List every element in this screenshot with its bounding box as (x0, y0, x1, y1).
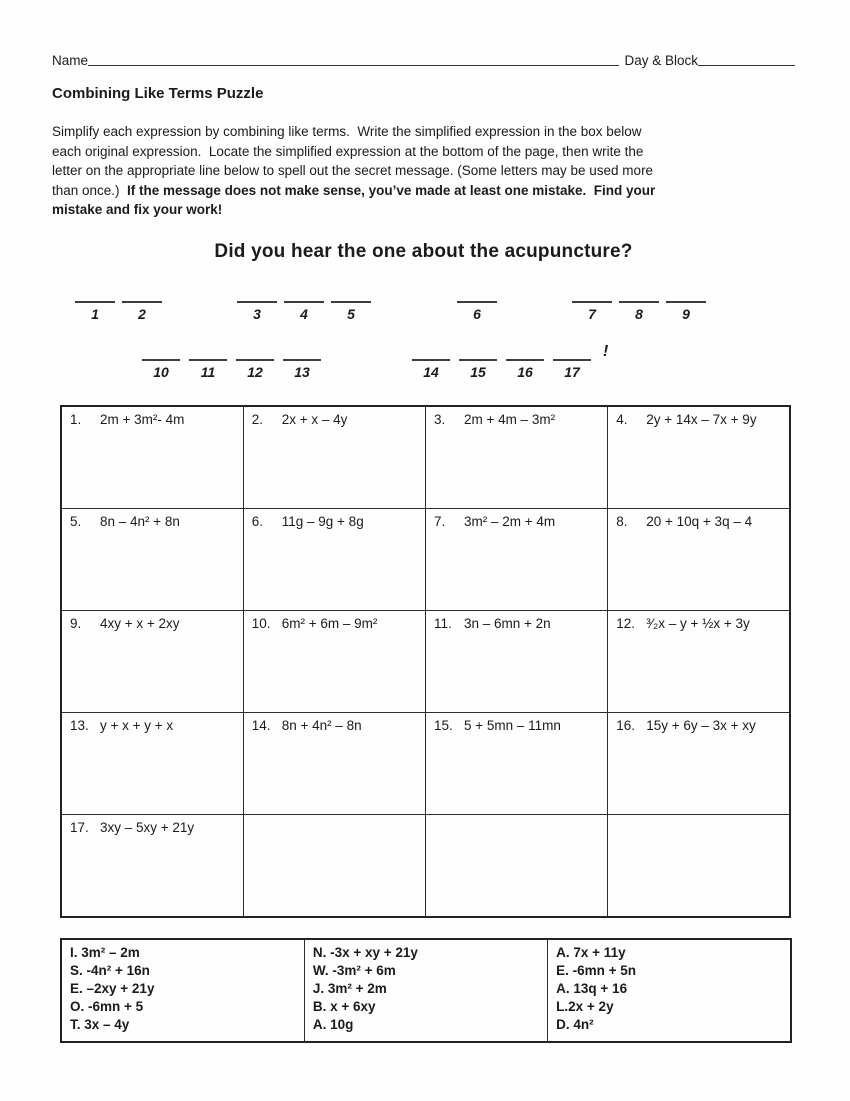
item-number: 14. (251, 717, 271, 733)
item-number: 10. (251, 615, 271, 631)
key-column-1 (61, 939, 304, 1042)
puzzle-row (61, 508, 790, 610)
header-line (52, 50, 795, 68)
day-block-blank-line (698, 53, 795, 66)
instructions (52, 122, 795, 220)
blank-number: 13 (294, 363, 310, 380)
puzzle-table (60, 405, 791, 918)
puzzle-cell-7 (426, 508, 608, 610)
item-number: 9. (70, 615, 82, 631)
answer-blank-9 (666, 301, 706, 322)
puzzle-cell-empty (426, 814, 608, 917)
item-expression: y + x + y + x (100, 717, 174, 733)
key-entry: A. 13q + 16 (556, 980, 628, 996)
item-expression: 5 + 5mn – 11mn (464, 717, 561, 733)
blank-number: 4 (300, 305, 308, 322)
day-block-label: Day & Block (624, 53, 698, 68)
blank-number: 1 (91, 305, 99, 322)
blank-number: 12 (247, 363, 263, 380)
item-expression: 2y + 14x – 7x + 9y (646, 411, 757, 427)
blank-line (412, 359, 450, 361)
answer-blank-16 (506, 359, 544, 380)
name-blank-line (88, 53, 619, 66)
exclamation-mark: ! (603, 342, 609, 360)
instructions-normal-part: than once.) (52, 182, 124, 198)
item-number: 8. (616, 513, 628, 529)
puzzle-row (61, 610, 790, 712)
answer-blank-3 (237, 301, 277, 322)
instructions-line: Simplify each expression by combining like terms. Write the simplified expression in the box below (52, 124, 642, 139)
answer-blank-17 (553, 359, 591, 380)
key-entry: J. 3m² + 2m (312, 980, 387, 996)
key-entry: W. -3m² + 6m (312, 962, 396, 978)
puzzle-cell-3 (426, 406, 608, 509)
item-expression: 8n – 4n² + 8n (100, 513, 180, 529)
instructions-line (52, 181, 795, 201)
instructions-line: mistake and fix your work! (52, 202, 223, 217)
puzzle-cell-6 (243, 508, 425, 610)
item-number: 1. (70, 411, 82, 427)
key-entry: E. –2xy + 21y (70, 980, 155, 996)
blank-number: 8 (635, 305, 643, 322)
puzzle-row (61, 712, 790, 814)
puzzle-cell-13 (61, 712, 243, 814)
item-expression: 2x + x – 4y (281, 411, 348, 427)
item-expression: ³⁄₂x – y + ½x + 3y (646, 615, 750, 631)
blank-line (236, 359, 274, 361)
key-entry: B. x + 6xy (312, 999, 376, 1015)
blank-group (412, 359, 591, 380)
puzzle-cell-10 (243, 610, 425, 712)
worksheet-title: Combining Like Terms Puzzle (52, 85, 264, 102)
blank-number: 2 (138, 305, 146, 322)
puzzle-cell-17 (61, 814, 243, 917)
blank-line (284, 301, 324, 303)
blank-number: 6 (473, 305, 481, 322)
item-number: 5. (70, 513, 82, 529)
answer-blank-7 (572, 301, 612, 322)
item-number: 4. (616, 411, 628, 427)
answer-blank-6 (457, 301, 497, 322)
item-number: 17. (70, 819, 89, 835)
riddle-heading: Did you hear the one about the acupuncture? (214, 240, 633, 262)
blank-group (75, 301, 162, 322)
answer-blank-15 (459, 359, 497, 380)
puzzle-cell-2 (243, 406, 425, 509)
blank-line (122, 301, 162, 303)
item-expression: 6m² + 6m – 9m² (281, 615, 378, 631)
puzzle-cell-4 (608, 406, 790, 509)
puzzle-cell-5 (61, 508, 243, 610)
key-entry: A. 10g (312, 1017, 354, 1033)
answer-blank-11 (189, 359, 227, 380)
blank-group (457, 301, 497, 322)
blank-number: 11 (200, 363, 216, 380)
blank-line (75, 301, 115, 303)
blank-number: 14 (423, 363, 439, 380)
blank-number: 16 (517, 363, 533, 380)
blank-line (666, 301, 706, 303)
item-number: 3. (434, 411, 446, 427)
answer-blank-8 (619, 301, 659, 322)
key-entry: I. 3m² – 2m (70, 944, 140, 960)
instructions-line: each original expression. Locate the simplified expression at the bottom of the page, then write the (52, 143, 644, 159)
puzzle-cell-empty (608, 814, 790, 917)
blank-line (142, 359, 180, 361)
blank-line (459, 359, 497, 361)
blank-line (457, 301, 497, 303)
blank-line (572, 301, 612, 303)
answer-key-table (60, 938, 792, 1043)
blank-number: 5 (347, 305, 355, 322)
blank-number: 10 (153, 363, 169, 380)
answer-blank-4 (284, 301, 324, 322)
key-entry: D. 4n² (556, 1017, 594, 1033)
puzzle-row (61, 406, 790, 509)
item-number: 6. (251, 513, 264, 529)
puzzle-cell-16 (608, 712, 790, 814)
key-entry: L.2x + 2y (556, 999, 614, 1015)
item-expression: 2m + 3m²- 4m (100, 411, 185, 427)
blank-number: 17 (564, 363, 580, 380)
item-expression: 3m² – 2m + 4m (464, 513, 556, 529)
item-expression: 2m + 4m – 3m² (464, 411, 556, 427)
key-column-2 (304, 939, 547, 1042)
item-expression: 3n – 6mn + 2n (464, 615, 551, 631)
item-number: 16. (616, 717, 636, 733)
answer-blank-2 (122, 301, 162, 322)
item-expression: 20 + 10q + 3q – 4 (646, 513, 753, 529)
blank-line (189, 359, 227, 361)
puzzle-cell-12 (608, 610, 790, 712)
puzzle-cell-empty (243, 814, 425, 917)
key-entry: N. -3x + xy + 21y (312, 944, 418, 960)
instructions-line: letter on the appropriate line below to spell out the secret message. (Some letters may be used more (52, 163, 654, 178)
item-expression: 3xy – 5xy + 21y (100, 819, 195, 835)
puzzle-row (61, 814, 790, 917)
item-number: 11. (434, 615, 452, 631)
blank-group (237, 301, 371, 322)
puzzle-cell-14 (243, 712, 425, 814)
item-number: 13. (70, 717, 89, 733)
blank-group (572, 301, 706, 322)
answer-blanks-row-2 (142, 342, 795, 380)
key-row (61, 939, 791, 1042)
blank-line (553, 359, 591, 361)
instructions-warning-part: If the message does not make sense, you’ve made at least one mistake. Find your (123, 182, 656, 198)
item-number: 15. (434, 717, 453, 733)
blank-line (619, 301, 659, 303)
item-number: 7. (434, 513, 446, 529)
blank-number: 9 (682, 305, 690, 322)
blank-group (142, 359, 321, 380)
puzzle-cell-9 (61, 610, 243, 712)
name-label: Name (52, 53, 89, 68)
answer-blank-13 (283, 359, 321, 380)
key-entry: T. 3x – 4y (70, 1017, 130, 1033)
item-expression: 15y + 6y – 3x + xy (646, 717, 756, 733)
answer-blank-12 (236, 359, 274, 380)
answer-blank-10 (142, 359, 180, 380)
key-column-3 (548, 939, 791, 1042)
blank-number: 15 (470, 363, 486, 380)
puzzle-cell-8 (608, 508, 790, 610)
blank-line (237, 301, 277, 303)
key-entry: E. -6mn + 5n (556, 962, 637, 978)
item-expression: 4xy + x + 2xy (100, 615, 180, 631)
blank-line (283, 359, 321, 361)
key-entry: O. -6mn + 5 (70, 999, 144, 1015)
blank-number: 7 (588, 305, 596, 322)
item-expression: 11g – 9g + 8g (281, 513, 364, 529)
puzzle-cell-1 (61, 406, 243, 509)
item-expression: 8n + 4n² – 8n (281, 717, 362, 733)
answer-blank-1 (75, 301, 115, 322)
puzzle-cell-15 (426, 712, 608, 814)
item-number: 12. (616, 615, 636, 631)
item-number: 2. (251, 411, 264, 427)
key-entry: S. -4n² + 16n (70, 962, 150, 978)
blank-line (331, 301, 371, 303)
key-entry: A. 7x + 11y (556, 944, 626, 960)
blank-number: 3 (253, 305, 261, 322)
answer-blank-5 (331, 301, 371, 322)
puzzle-cell-11 (426, 610, 608, 712)
answer-blank-14 (412, 359, 450, 380)
answer-blanks-row-1 (75, 301, 795, 322)
blank-line (506, 359, 544, 361)
